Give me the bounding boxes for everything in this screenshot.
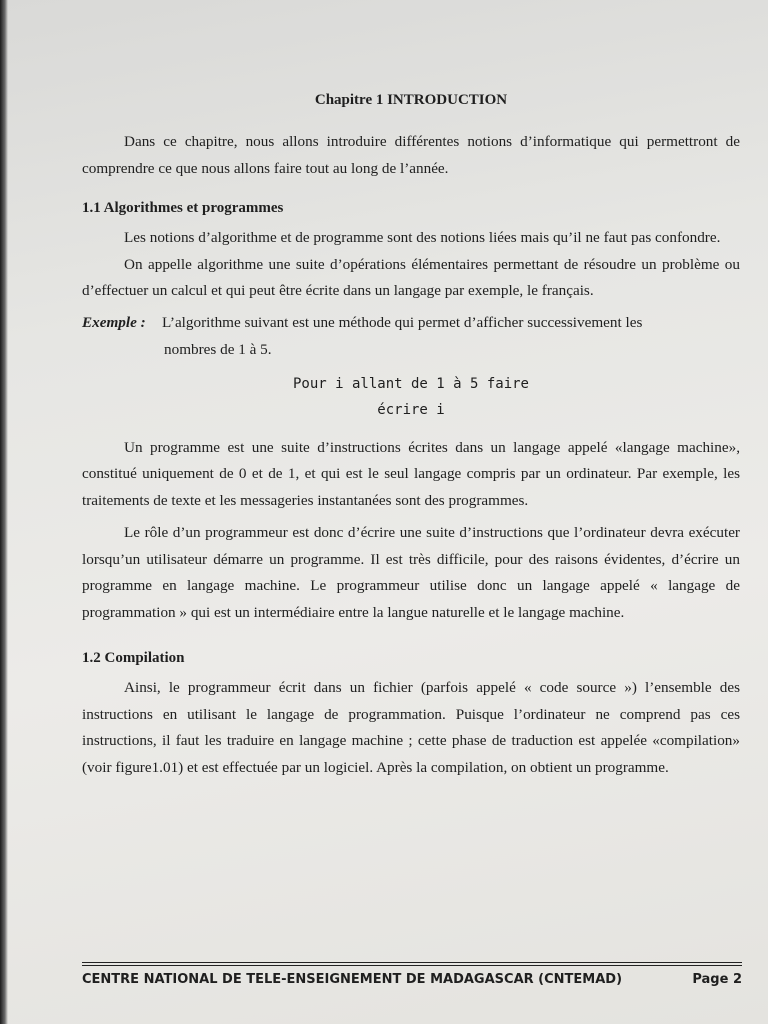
intro-paragraph: Dans ce chapitre, nous allons introduire différentes notions d’informatique qui permettront de comprendre ce que nous allons faire tout au long de l’année. <box>82 133 740 177</box>
example-label: Exemple : <box>82 313 146 331</box>
section-2-title: 1.2 Compilation <box>82 650 185 666</box>
page-footer <box>82 962 742 987</box>
example-line-1: L’algorithme suivant est une méthode qui permet d’afficher successivement les <box>162 313 643 331</box>
section-2-paragraph-1: Ainsi, le programmeur écrit dans un fichier (parfois appelé « code source ») l’ensemble des instructions en utilisant le langage de programmation. Puisque l’ordinateur ne comprend pas ces instructions, il faut les traduire en langage machine ; cette phase de traduction est appelée «compilation» (voir figure1.01) et est effectuée par un logiciel. Après la compilation, on obtient un programme. <box>82 679 740 776</box>
section-1-title: 1.1 Algorithmes et programmes <box>82 200 284 216</box>
page-number: Page 2 <box>692 972 742 987</box>
section-1-paragraph-1: Les notions d’algorithme et de programme sont des notions liées mais qu’il ne faut pas confondre. <box>124 229 721 246</box>
footer-institution: CENTRE NATIONAL DE TELE-ENSEIGNEMENT DE MADAGASCAR (CNTEMAD) <box>82 972 623 987</box>
example-block <box>82 309 740 363</box>
section-1-paragraph-4: Le rôle d’un programmeur est donc d’écrire une suite d’instructions que l’ordinateur devra exécuter lorsqu’un utilisateur démarre un programme. Il est très difficile, pour des raisons évidentes, d’écrire un programme en langage machine. Le programmeur utilise donc un langage appelé « langage de programmation » qui est un intermédiaire entre la langue naturelle et le langage machine. <box>82 524 740 621</box>
example-line-2: nombres de 1 à 5. <box>164 340 272 358</box>
code-line-1: Pour i allant de 1 à 5 faire <box>292 375 529 392</box>
page-shadow-edge <box>0 0 8 1024</box>
code-block <box>82 371 740 423</box>
section-1-paragraph-2: On appelle algorithme une suite d’opérations élémentaires permettant de résoudre un problème ou d’effectuer un calcul et qui peut être écrite dans un langage par exemple, le français. <box>82 255 740 299</box>
page-content <box>82 92 740 781</box>
example-text <box>162 309 740 363</box>
chapter-title: Chapitre 1 INTRODUCTION <box>314 92 508 108</box>
section-1-paragraph-3: Un programme est une suite d’instructions écrites dans un langage appelé «langage machine», constitué uniquement de 0 et de 1, et qui est le seul langage compris par un ordinateur. Par exemple, les traitements de texte et les messageries instantanées sont des programmes. <box>82 438 740 509</box>
code-line-2: écrire i <box>377 401 445 418</box>
